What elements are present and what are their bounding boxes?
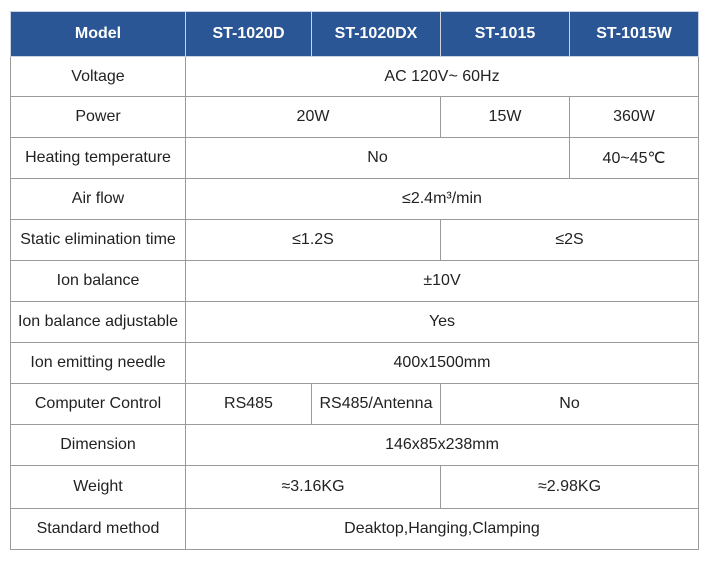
table-row-power xyxy=(11,97,699,138)
ion-balance-value: ±10V xyxy=(186,261,699,302)
table-row-weight xyxy=(11,466,699,509)
table-row-ion-balance-adjustable xyxy=(11,302,699,343)
header-st-1015w: ST-1015W xyxy=(570,12,699,57)
row-label: Weight xyxy=(11,466,186,509)
header-st-1015: ST-1015 xyxy=(441,12,570,57)
row-label: Air flow xyxy=(11,179,186,220)
computer-control-value-st-1020dx: RS485/Antenna xyxy=(312,384,441,425)
power-value-st-1020: 20W xyxy=(186,97,441,138)
weight-value-st-1020: ≈3.16KG xyxy=(186,466,441,509)
dimension-value: 146x85x238mm xyxy=(186,425,699,466)
header-st-1020dx: ST-1020DX xyxy=(312,12,441,57)
table-row-heating-temperature xyxy=(11,138,699,179)
computer-control-value-st-1015: No xyxy=(441,384,699,425)
table-row-voltage xyxy=(11,57,699,97)
table-header-row xyxy=(11,12,699,57)
row-label: Ion balance adjustable xyxy=(11,302,186,343)
row-label: Dimension xyxy=(11,425,186,466)
ion-needle-value: 400x1500mm xyxy=(186,343,699,384)
row-label: Computer Control xyxy=(11,384,186,425)
voltage-value: AC 120V~ 60Hz xyxy=(186,57,699,97)
table-row-ion-balance xyxy=(11,261,699,302)
static-time-value-st-1020: ≤1.2S xyxy=(186,220,441,261)
standard-method-value: Deaktop,Hanging,Clamping xyxy=(186,509,699,550)
row-label: Voltage xyxy=(11,57,186,97)
header-model: Model xyxy=(11,12,186,57)
row-label: Static elimination time xyxy=(11,220,186,261)
spec-table xyxy=(10,11,699,550)
weight-value-st-1015: ≈2.98KG xyxy=(441,466,699,509)
header-st-1020d: ST-1020D xyxy=(186,12,312,57)
power-value-st-1015w: 360W xyxy=(570,97,699,138)
row-label: Standard method xyxy=(11,509,186,550)
table-row-standard-method xyxy=(11,509,699,550)
heating-value-main: No xyxy=(186,138,570,179)
row-label: Ion emitting needle xyxy=(11,343,186,384)
power-value-st-1015: 15W xyxy=(441,97,570,138)
spec-table-container xyxy=(10,11,699,550)
table-row-air-flow xyxy=(11,179,699,220)
table-row-static-elimination-time xyxy=(11,220,699,261)
ion-balance-adjustable-value: Yes xyxy=(186,302,699,343)
air-flow-value: ≤2.4m³/min xyxy=(186,179,699,220)
row-label: Power xyxy=(11,97,186,138)
static-time-value-st-1015: ≤2S xyxy=(441,220,699,261)
table-row-ion-emitting-needle xyxy=(11,343,699,384)
heating-value-st-1015w: 40~45℃ xyxy=(570,138,699,179)
row-label: Ion balance xyxy=(11,261,186,302)
row-label: Heating temperature xyxy=(11,138,186,179)
computer-control-value-st-1020d: RS485 xyxy=(186,384,312,425)
table-row-dimension xyxy=(11,425,699,466)
table-row-computer-control xyxy=(11,384,699,425)
